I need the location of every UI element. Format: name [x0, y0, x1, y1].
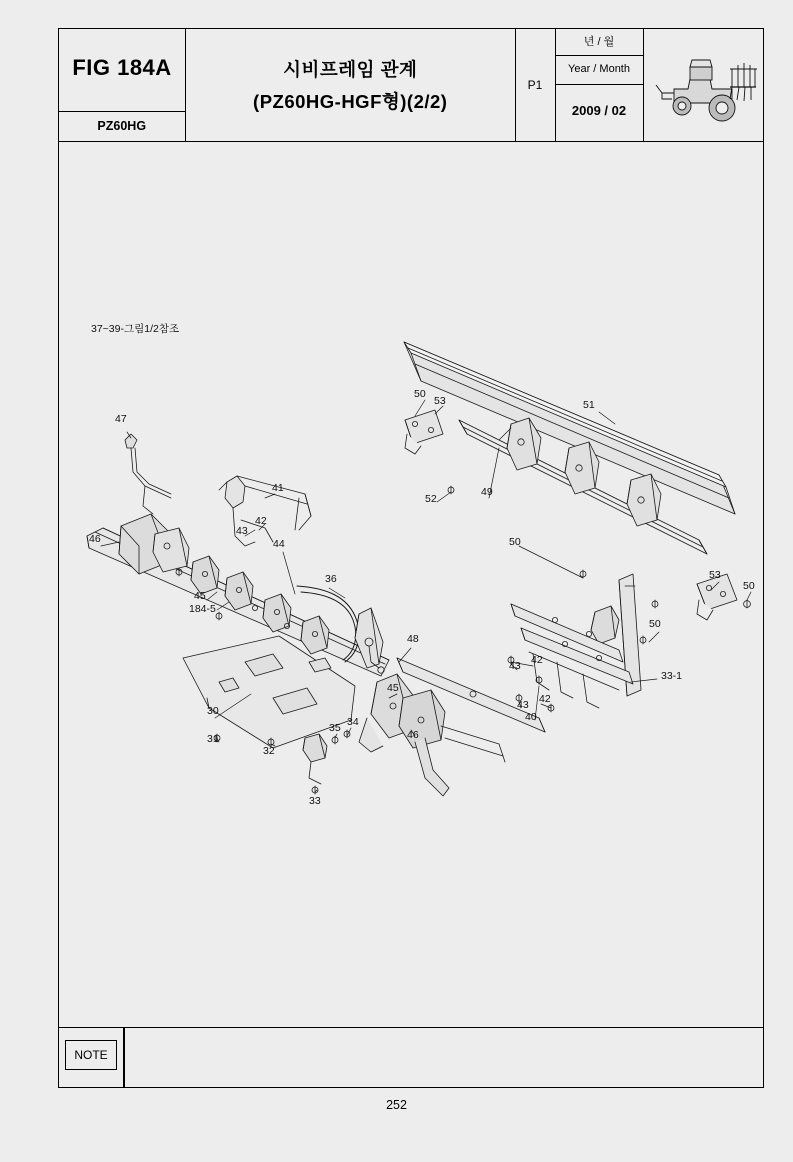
- callout-42-c: 42: [539, 693, 551, 705]
- callout-44: 44: [273, 538, 285, 550]
- drawing-sheet: [58, 28, 764, 1088]
- page-number: 252: [386, 1098, 407, 1112]
- callout-36: 36: [325, 573, 337, 585]
- callout-43-c: 43: [517, 699, 529, 711]
- callout-45-a: 45: [194, 590, 206, 602]
- callout-47: 47: [115, 413, 127, 425]
- callout-43-a: 43: [236, 525, 248, 537]
- note-divider: [123, 1028, 125, 1087]
- callout-30: 30: [207, 705, 219, 717]
- date-value: 2009 / 02: [571, 103, 627, 118]
- date-header-en: Year / Month: [556, 56, 643, 85]
- callout-42-b: 42: [531, 654, 543, 666]
- callout-33-a: 33: [309, 795, 321, 807]
- callout-52: 52: [425, 493, 437, 505]
- part-right-frame-33-1: [511, 574, 641, 708]
- callout-34: 34: [347, 716, 359, 728]
- page-code-cell: P1: [516, 29, 556, 141]
- figure-title-cell: [186, 29, 516, 141]
- callout-31: 31: [207, 733, 219, 745]
- callout-40: 40: [525, 711, 537, 723]
- callout-49: 49: [481, 486, 493, 498]
- figure-cell: [59, 29, 186, 141]
- callout-51: 51: [583, 399, 595, 411]
- callout-50-c: 50: [649, 618, 661, 630]
- note-label: NOTE: [65, 1040, 117, 1070]
- callout-43-b: 43: [509, 660, 521, 672]
- callout-53-b: 53: [709, 569, 721, 581]
- figure-number: FIG 184A: [72, 55, 172, 80]
- callout-32: 32: [263, 745, 275, 757]
- note-block: [59, 1027, 764, 1087]
- part-end-block-46: [119, 514, 189, 574]
- title-block: [59, 29, 764, 142]
- callout-50-a: 50: [414, 388, 426, 400]
- callout-50-d: 50: [743, 580, 755, 592]
- callout-48: 48: [407, 633, 419, 645]
- part-hook-47: [125, 434, 171, 514]
- callout-35: 35: [329, 722, 341, 734]
- figure-title-line1: 시비프레임 관계: [283, 59, 418, 80]
- callout-46-b: 46: [407, 729, 419, 741]
- date-cell: [556, 29, 644, 141]
- callout-50-b: 50: [509, 536, 521, 548]
- model-code: PZ60HG: [59, 111, 185, 141]
- figure-title-line2: (PZ60HG-HGF형)(2/2): [253, 91, 448, 112]
- part-handle-41: [219, 476, 311, 546]
- callout-53-a: 53: [434, 395, 446, 407]
- callout-45-b: 45: [387, 682, 399, 694]
- date-header-kr: 년 / 월: [556, 29, 643, 56]
- tractor-illustration-icon: [644, 29, 764, 141]
- diagram-svg: [59, 142, 763, 1028]
- callout-41: 41: [272, 482, 284, 494]
- reference-note: 37~39-그림1/2참조: [91, 323, 180, 335]
- callout-42-a: 42: [255, 515, 267, 527]
- callout-46-a: 46: [89, 533, 101, 545]
- part-hitch-assembly: [359, 674, 505, 796]
- exploded-parts-diagram: [59, 142, 764, 1028]
- callout-184-5: 184-5: [189, 603, 216, 615]
- callout-33-1: 33-1: [661, 670, 683, 682]
- part-plate-53-left: [405, 410, 443, 454]
